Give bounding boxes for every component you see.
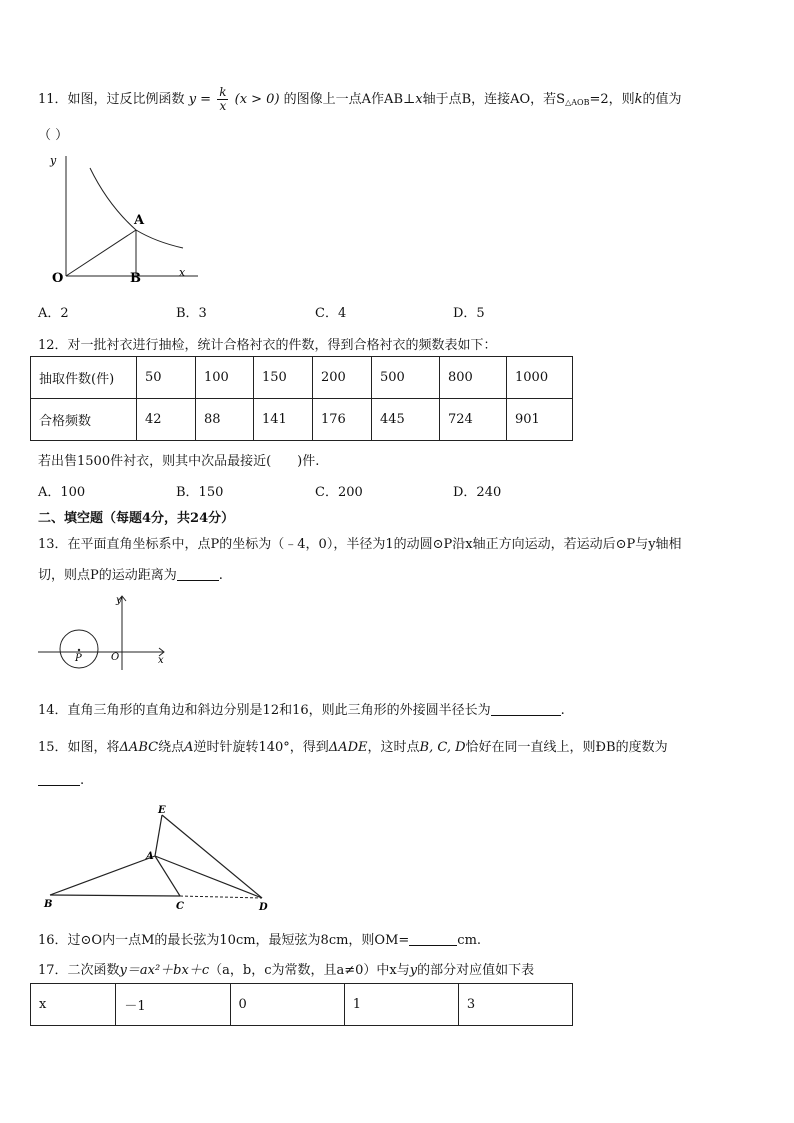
point-a-label: A (146, 851, 154, 862)
q11-paren: （ ） (38, 128, 69, 143)
segment-ad (155, 856, 262, 898)
table-cell: 42 (137, 399, 196, 441)
table-cell: 抽取件数(件) (31, 357, 137, 399)
table-row (31, 357, 573, 399)
table-cell: 724 (440, 399, 507, 441)
q15-answer-line: . (38, 773, 84, 788)
q11-figure (38, 150, 208, 290)
q12-option-d: D．240 (453, 485, 502, 500)
q12-after: 若出售1500件衬衣，则其中次品最接近( )件. (38, 454, 320, 469)
q12-option-b: B．150 (176, 485, 224, 500)
table-cell: x (31, 984, 116, 1026)
table-cell: 176 (313, 399, 372, 441)
table-cell: 500 (372, 357, 440, 399)
table-cell: 1 (344, 984, 458, 1026)
origin-label: O (52, 271, 64, 286)
q12-table (30, 356, 573, 441)
q11-option-d: D．5 (453, 306, 485, 321)
answer-blank (177, 568, 219, 581)
table-cell: 150 (254, 357, 313, 399)
point-a-label: A (134, 213, 145, 228)
table-cell: 901 (507, 399, 573, 441)
q11-option-b: B．3 (176, 306, 207, 321)
segment-bc (50, 895, 180, 896)
q16-stem: 16．过⊙O内一点M的最长弦为10cm，最短弦为8cm，则OM= cm. (38, 933, 482, 948)
table-cell: 1000 (507, 357, 573, 399)
table-row (31, 399, 573, 441)
q17-table (30, 983, 573, 1026)
y-label: y (50, 154, 57, 167)
q13-line1: 13．在平面直角坐标系中，点P的坐标为（﹣4，0），半径为1的动圆⊙P沿x轴正方向运动，若运动后⊙P与y轴相 (38, 537, 682, 552)
point-e-label: E (158, 805, 166, 816)
q12-option-a: A．100 (38, 485, 86, 500)
q14-stem: 14．直角三角形的直角边和斜边分别是12和16，则此三角形的外接圆半径长为 . (38, 703, 565, 718)
table-cell: 200 (313, 357, 372, 399)
point-c-label: C (176, 901, 184, 912)
table-cell: 3 (458, 984, 572, 1026)
table-cell: 0 (230, 984, 344, 1026)
table-cell: 88 (196, 399, 254, 441)
q17-stem: 17．二次函数y＝ax²＋bx＋c（a，b，c为常数，且a≠0）中x与y的部分对应值如下表 (38, 963, 535, 978)
x-label: x (179, 266, 186, 279)
origin-label: O (111, 652, 120, 663)
section-heading: 二、填空题（每题4分，共24分） (38, 511, 235, 526)
point-d-label: D (259, 902, 268, 913)
q11-option-c: C．4 (315, 306, 347, 321)
y-label: y (116, 595, 122, 606)
table-row (31, 984, 573, 1026)
segment-ed (162, 815, 262, 898)
q11-fraction: $\frac{k}{x}$ (219, 85, 227, 113)
q12-option-c: C．200 (315, 485, 363, 500)
table-cell: 445 (372, 399, 440, 441)
q12-stem: 12．对一批衬衣进行抽检，统计合格衬衣的件数，得到合格衬衣的频数表如下： (38, 338, 497, 353)
point-p-label: P (75, 653, 82, 664)
point-b-label: B (44, 899, 53, 910)
x-label: x (158, 655, 164, 666)
table-cell: 141 (254, 399, 313, 441)
point-b-label: B (130, 271, 141, 286)
answer-blank (409, 933, 457, 946)
segment-ba (50, 856, 155, 895)
segment-oa (66, 230, 136, 276)
q13-line2: 切，则点P的运动距离为 . (38, 568, 223, 583)
answer-blank (491, 703, 561, 716)
segment-ae (155, 815, 162, 856)
q11-option-a: A．2 (38, 306, 69, 321)
q15-figure (40, 802, 280, 917)
segment-cd-dashed (180, 896, 262, 898)
q15-stem: 15．如图，将ΔABC绕点A逆时针旋转140°，得到ΔADE，这时点B, C, D恰好在同一直线上，则ÐB的度数为 (38, 740, 668, 755)
q13-figure (36, 592, 176, 672)
table-cell: 50 (137, 357, 196, 399)
table-cell: 合格频数 (31, 399, 137, 441)
table-cell: 100 (196, 357, 254, 399)
q11-stem: 11．如图，过反比例函数 y = $\frac{k}{x}$ (x > 0) 的图像上一点A作AB⊥x轴于点B，连接AO，若$S_{\triangle AOB}=2$，则k的值为 (38, 85, 682, 113)
table-cell: －1 (116, 984, 230, 1026)
table-cell: 800 (440, 357, 507, 399)
center-p-dot (78, 649, 80, 651)
segment-ac (155, 856, 180, 896)
answer-blank (38, 773, 80, 786)
